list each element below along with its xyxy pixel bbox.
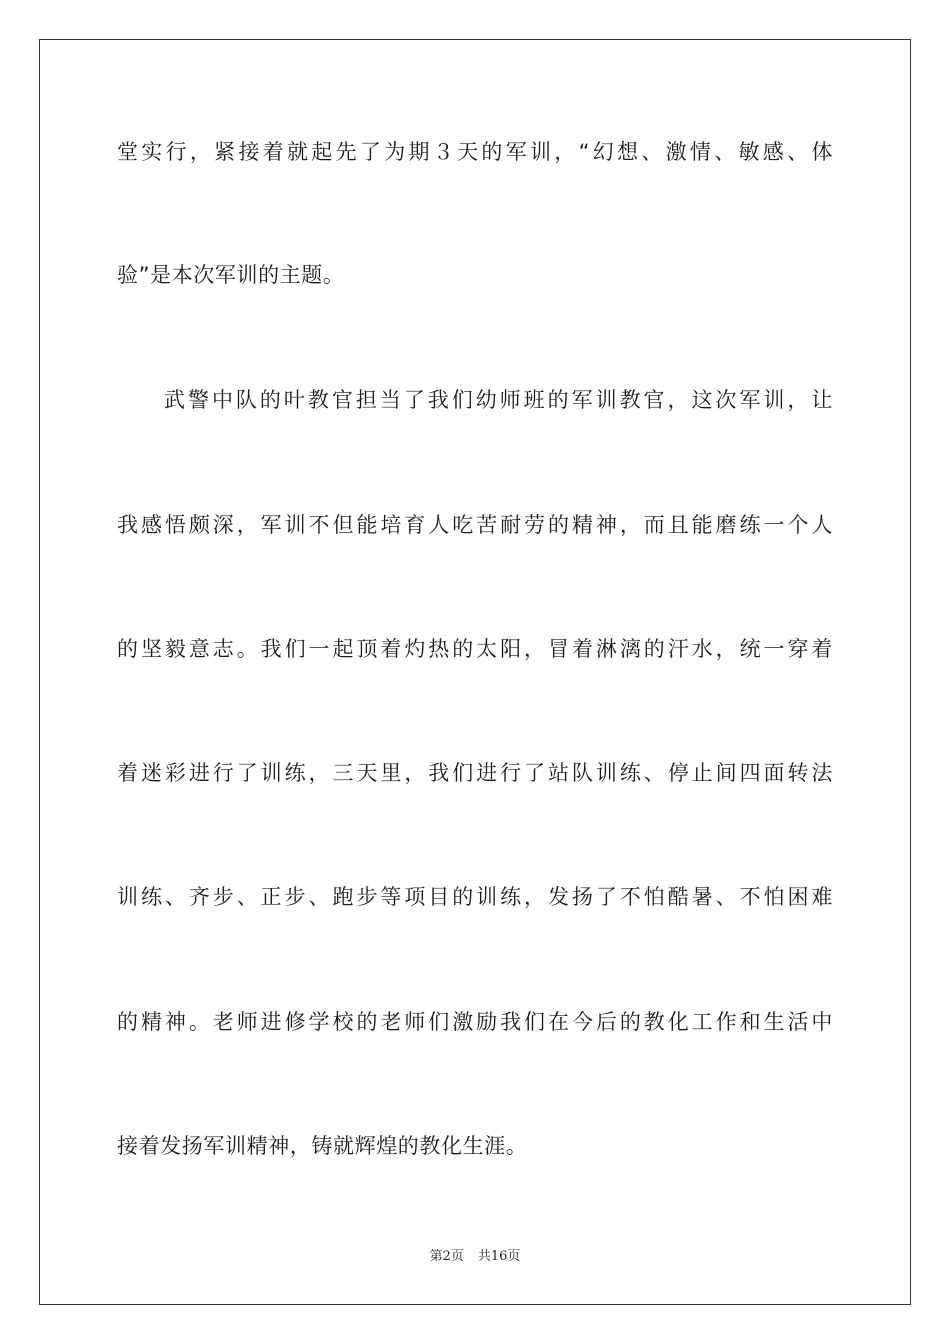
page-footer bbox=[0, 1248, 950, 1266]
body-text-line-7: 训练、齐步、正步、跑步等项目的训练，发扬了不怕酷暑、不怕困难 bbox=[117, 885, 833, 909]
body-text-line-4: 我感悟颇深，军训不但能培育人吃苦耐劳的精神，而且能磨练一个人 bbox=[117, 513, 833, 537]
body-text-line-8: 的精神。老师进修学校的老师们激励我们在今后的教化工作和生活中 bbox=[117, 1010, 833, 1034]
page-border bbox=[39, 39, 911, 1305]
total-pages: 共16页 bbox=[477, 1249, 521, 1264]
body-text-line-2: 验”是本次军训的主题。 bbox=[117, 263, 345, 287]
body-text-line-3: 武警中队的叶教官担当了我们幼师班的军训教官，这次军训，让 bbox=[164, 388, 833, 412]
page-number: 第2页 bbox=[429, 1249, 464, 1264]
body-text-line-6: 着迷彩进行了训练，三天里，我们进行了站队训练、停止间四面转法 bbox=[117, 761, 833, 785]
body-text-line-5: 的坚毅意志。我们一起顶着灼热的太阳，冒着淋漓的汗水，统一穿着 bbox=[117, 637, 833, 661]
body-text-line-9: 接着发扬军训精神，铸就辉煌的教化生涯。 bbox=[117, 1134, 528, 1158]
body-text-line-1: 堂实行，紧接着就起先了为期３天的军训，“幻想、激情、敏感、体 bbox=[117, 140, 833, 164]
